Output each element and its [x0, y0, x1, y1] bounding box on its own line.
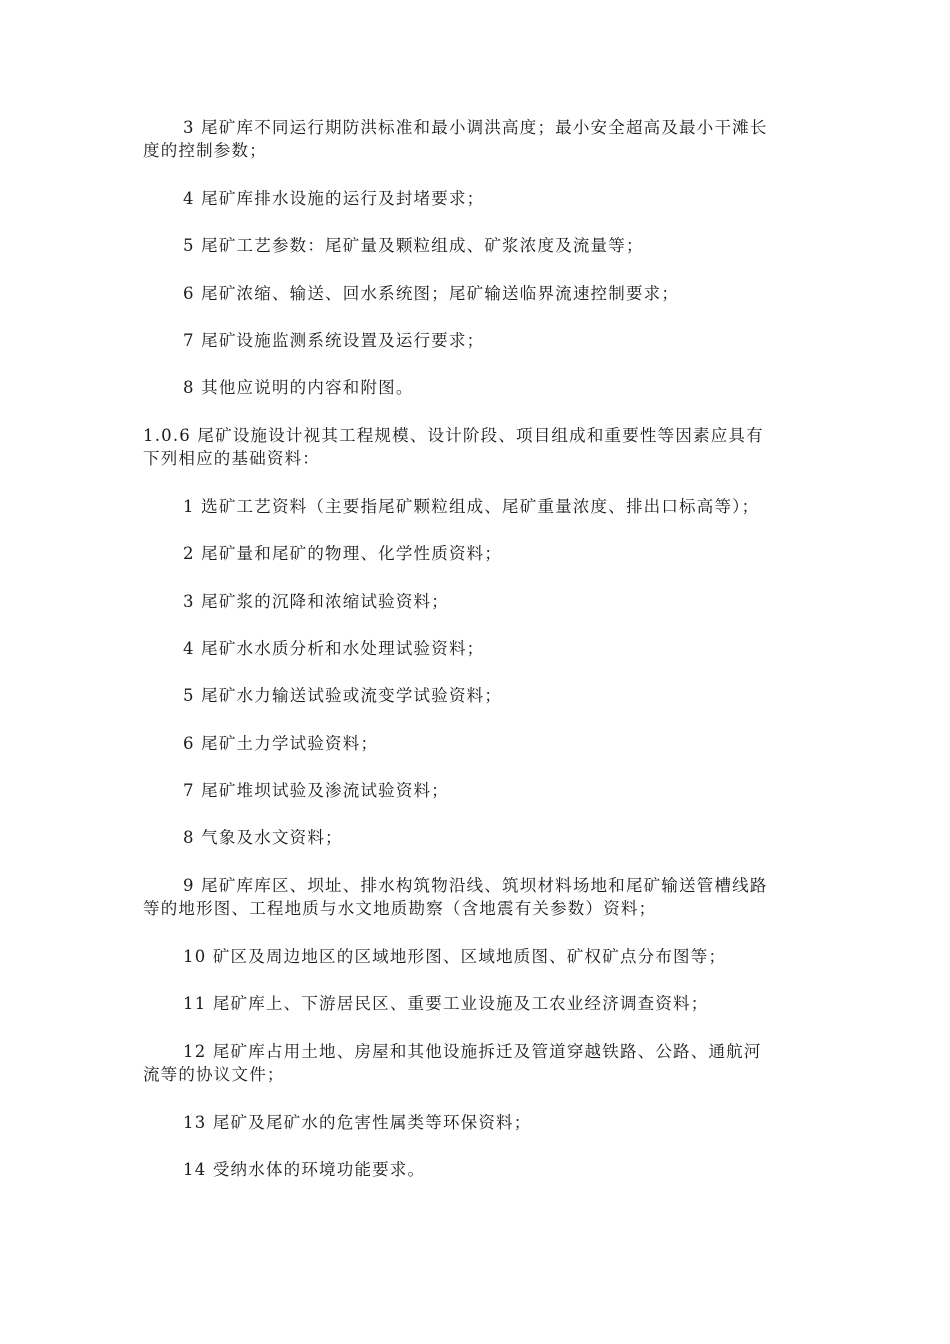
list-item-3 — [143, 590, 813, 613]
paragraph-item-3-flood-standards — [143, 116, 813, 162]
list-item-5 — [143, 684, 813, 707]
text-line: 1 选矿工艺资料（主要指尾矿颗粒组成、尾矿重量浓度、排出口标高等）； — [183, 497, 760, 516]
list-item-11 — [143, 992, 813, 1015]
text-line: 8 气象及水文资料； — [183, 828, 343, 847]
text-line: 3 尾矿浆的沉降和浓缩试验资料； — [183, 592, 449, 611]
text-line: 14 受纳水体的环境功能要求。 — [183, 1160, 426, 1179]
list-item-2 — [143, 542, 813, 565]
text-line: 12 尾矿库占用土地、房屋和其他设施拆迁及管道穿越铁路、公路、通航河 — [183, 1042, 762, 1061]
paragraph-item-8-other — [143, 376, 813, 399]
text-line: 7 尾矿堆坝试验及渗流试验资料； — [183, 781, 449, 800]
text-line: 等的地形图、工程地质与水文地质勘察（含地震有关参数）资料； — [143, 899, 657, 918]
text-line: 5 尾矿工艺参数：尾矿量及颗粒组成、矿浆浓度及流量等； — [183, 236, 644, 255]
text-line: 9 尾矿库库区、坝址、排水构筑物沿线、筑坝材料场地和尾矿输送管槽线路 — [183, 876, 768, 895]
text-line: 13 尾矿及尾矿水的危害性属类等环保资料； — [183, 1113, 532, 1132]
list-item-9 — [143, 874, 813, 920]
text-line: 2 尾矿量和尾矿的物理、化学性质资料； — [183, 544, 503, 563]
list-item-14 — [143, 1158, 813, 1181]
text-line: 下列相应的基础资料： — [143, 449, 320, 468]
list-item-10 — [143, 945, 813, 968]
paragraph-item-5-process-params — [143, 234, 813, 257]
text-line: 4 尾矿库排水设施的运行及封堵要求； — [183, 189, 485, 208]
list-item-13 — [143, 1111, 813, 1134]
text-line: 度的控制参数； — [143, 141, 267, 160]
text-line: 流等的协议文件； — [143, 1065, 285, 1084]
text-line: 10 矿区及周边地区的区域地形图、区域地质图、矿权矿点分布图等； — [183, 947, 727, 966]
list-item-7 — [143, 779, 813, 802]
paragraph-item-7-monitoring — [143, 329, 813, 352]
list-item-1 — [143, 495, 813, 518]
paragraph-item-6-thickening — [143, 282, 813, 305]
list-item-12 — [143, 1040, 813, 1086]
text-line: 11 尾矿库上、下游居民区、重要工业设施及工农业经济调查资料； — [183, 994, 709, 1013]
text-line: 8 其他应说明的内容和附图。 — [183, 378, 414, 397]
text-line: 4 尾矿水水质分析和水处理试验资料； — [183, 639, 485, 658]
text-line: 6 尾矿土力学试验资料； — [183, 734, 379, 753]
paragraph-item-4-drainage — [143, 187, 813, 210]
list-item-4 — [143, 637, 813, 660]
clause-1-0-6 — [143, 424, 813, 470]
list-item-8 — [143, 826, 813, 849]
text-line: 6 尾矿浓缩、输送、回水系统图；尾矿输送临界流速控制要求； — [183, 284, 680, 303]
text-line: 1.0.6 尾矿设施设计视其工程规模、设计阶段、项目组成和重要性等因素应具有 — [143, 426, 764, 445]
list-item-6 — [143, 732, 813, 755]
text-line: 3 尾矿库不同运行期防洪标准和最小调洪高度；最小安全超高及最小干滩长 — [183, 118, 768, 137]
text-line: 7 尾矿设施监测系统设置及运行要求； — [183, 331, 485, 350]
text-line: 5 尾矿水力输送试验或流变学试验资料； — [183, 686, 503, 705]
